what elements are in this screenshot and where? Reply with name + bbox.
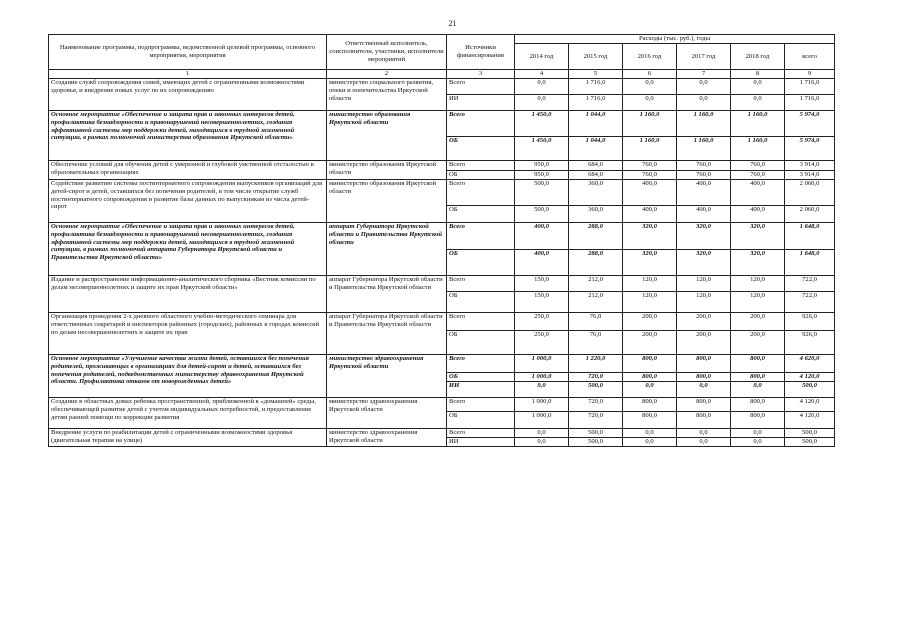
total-cell: 1 716,0 (785, 95, 835, 111)
amount-cell: 0,0 (515, 429, 569, 438)
funding-source-cell: Всего (447, 429, 515, 438)
amount-cell: 76,0 (569, 331, 623, 355)
amount-cell: 400,0 (677, 206, 731, 223)
amount-cell: 320,0 (623, 223, 677, 250)
amount-cell: 800,0 (623, 355, 677, 373)
amount-cell: 800,0 (731, 355, 785, 373)
amount-cell: 800,0 (677, 412, 731, 429)
column-index: 2 (327, 70, 447, 79)
amount-cell: 760,0 (677, 171, 731, 180)
header-sources: Источники финансирования (447, 35, 515, 70)
total-cell: 1 716,0 (785, 79, 835, 95)
total-cell: 4 120,0 (785, 373, 835, 382)
amount-cell: 500,0 (515, 180, 569, 206)
amount-cell: 1 160,0 (731, 137, 785, 161)
funding-source-cell: ИИ (447, 438, 515, 447)
activity-name: Организация проведения 2-х дневного областного учебно-методического семинара для ответственных секретарей и инспекторов районных (городских), районных в городах комиссий по делам несовершеннолетних и защите их прав (49, 313, 327, 355)
column-index: 5 (569, 70, 623, 79)
total-cell: 500,0 (785, 429, 835, 438)
amount-cell: 720,0 (569, 398, 623, 412)
funding-source-cell: Всего (447, 313, 515, 331)
amount-cell: 76,0 (569, 313, 623, 331)
amount-cell: 800,0 (623, 373, 677, 382)
total-cell: 2 060,0 (785, 206, 835, 223)
amount-cell: 0,0 (515, 79, 569, 95)
amount-cell: 1 160,0 (623, 137, 677, 161)
funding-source-cell: Всего (447, 355, 515, 373)
main-activity-name: Основное мероприятие «Обеспечение и защита прав и законных интересов детей, профилактика безнадзорности и правонарушений несовершеннолетних, создания эффективной системы мер поддержки детей, находящихся в трудной жизненной ситуации, в рамках полномочий министерства образования Иркутской области» (49, 111, 327, 161)
amount-cell: 500,0 (569, 429, 623, 438)
executor-cell: министерство образования Иркутской области (327, 111, 447, 161)
amount-cell: 0,0 (677, 382, 731, 398)
amount-cell: 320,0 (731, 250, 785, 276)
amount-cell: 1 044,0 (569, 137, 623, 161)
header-executor: Ответственный исполнитель, соисполнители, участники, исполнители мероприятий (327, 35, 447, 70)
amount-cell: 360,0 (569, 206, 623, 223)
funding-source-cell: ОБ (447, 373, 515, 382)
budget-table (48, 34, 835, 447)
column-index: 6 (623, 70, 677, 79)
amount-cell: 212,0 (569, 292, 623, 313)
amount-cell: 760,0 (731, 161, 785, 171)
amount-cell: 1 044,0 (569, 111, 623, 137)
amount-cell: 500,0 (569, 438, 623, 447)
table-row (49, 180, 835, 206)
amount-cell: 0,0 (677, 95, 731, 111)
table-row (49, 111, 835, 137)
amount-cell: 800,0 (623, 398, 677, 412)
table-row (49, 313, 835, 331)
amount-cell: 1 000,0 (515, 373, 569, 382)
amount-cell: 0,0 (731, 382, 785, 398)
amount-cell: 1 716,0 (569, 79, 623, 95)
funding-source-cell: Всего (447, 111, 515, 137)
amount-cell: 0,0 (677, 429, 731, 438)
amount-cell: 400,0 (623, 206, 677, 223)
executor-cell: министерство здравоохранения Иркутской области (327, 429, 447, 447)
amount-cell: 0,0 (731, 79, 785, 95)
header-year-2017: 2017 год (677, 44, 731, 70)
amount-cell: 1 000,0 (515, 355, 569, 373)
amount-cell: 0,0 (731, 95, 785, 111)
funding-source-cell: ИИ (447, 95, 515, 111)
funding-source-cell: ОБ (447, 250, 515, 276)
amount-cell: 0,0 (623, 95, 677, 111)
amount-cell: 760,0 (731, 171, 785, 180)
activity-name: Создание служб сопровождения семей, имеющих детей с ограниченными возможностями здоровья, и внедрение новых услуг по их сопровождению (49, 79, 327, 111)
total-cell: 926,0 (785, 331, 835, 355)
total-cell: 3 914,0 (785, 161, 835, 171)
amount-cell: 200,0 (677, 331, 731, 355)
amount-cell: 400,0 (731, 206, 785, 223)
amount-cell: 950,0 (515, 171, 569, 180)
column-index: 1 (49, 70, 327, 79)
total-cell: 5 974,0 (785, 137, 835, 161)
executor-cell: министерство образования Иркутской области (327, 161, 447, 180)
amount-cell: 288,0 (569, 250, 623, 276)
amount-cell: 0,0 (731, 429, 785, 438)
header-year-2018: 2018 год (731, 44, 785, 70)
main-activity-name: Основное мероприятие «Обеспечение и защита прав и законных интересов детей, профилактика безнадзорности и правонарушений несовершеннолетних, создания эффективной системы мер поддержки детей, находящихся в трудной жизненной ситуации, в рамках полномочий аппарата Губернатора Иркутской области и Правительства Иркутской области» (49, 223, 327, 276)
amount-cell: 1 000,0 (515, 412, 569, 429)
amount-cell: 120,0 (623, 292, 677, 313)
header-total: всего (785, 44, 835, 70)
amount-cell: 800,0 (731, 373, 785, 382)
amount-cell: 400,0 (515, 223, 569, 250)
column-index: 7 (677, 70, 731, 79)
header-expenses: Расходы (тыс. руб.), годы (515, 35, 835, 44)
total-cell: 1 648,0 (785, 223, 835, 250)
amount-cell: 212,0 (569, 276, 623, 292)
amount-cell: 800,0 (677, 373, 731, 382)
executor-cell: аппарат Губернатора Иркутской области и Правительства Иркутской области (327, 276, 447, 313)
executor-cell: министерство здравоохранения Иркутской области (327, 398, 447, 429)
amount-cell: 320,0 (731, 223, 785, 250)
total-cell: 500,0 (785, 382, 835, 398)
page-number: 21 (448, 19, 457, 28)
amount-cell: 120,0 (677, 276, 731, 292)
amount-cell: 1 000,0 (515, 398, 569, 412)
table-row (49, 79, 835, 95)
funding-source-cell: ОБ (447, 206, 515, 223)
amount-cell: 684,0 (569, 171, 623, 180)
table-body (49, 79, 835, 447)
amount-cell: 120,0 (623, 276, 677, 292)
activity-name: Содействие развитию системы постинтернатного сопровождения выпускников организаций для детей-сирот и детей, оставшихся без попечения родителей, в том числе открытие служб постинтернатного сопровождения и развитие базы данных по выпускникам из числа детей-сирот (49, 180, 327, 223)
amount-cell: 760,0 (623, 171, 677, 180)
amount-cell: 200,0 (623, 313, 677, 331)
amount-cell: 800,0 (623, 412, 677, 429)
activity-name: Издание и распространение информационно-аналитического сборника «Вестник комиссии по делам несовершеннолетних и защите их прав Иркутской области» (49, 276, 327, 313)
funding-source-cell: Всего (447, 161, 515, 171)
amount-cell: 200,0 (731, 313, 785, 331)
amount-cell: 120,0 (677, 292, 731, 313)
amount-cell: 950,0 (515, 161, 569, 171)
amount-cell: 1 450,0 (515, 137, 569, 161)
activity-name: Обеспечение условий для обучения детей с умеренной и глубокой умственной отсталостью в образовательных организациях (49, 161, 327, 180)
amount-cell: 800,0 (677, 398, 731, 412)
amount-cell: 500,0 (569, 382, 623, 398)
amount-cell: 0,0 (515, 438, 569, 447)
amount-cell: 0,0 (515, 95, 569, 111)
column-index: 9 (785, 70, 835, 79)
amount-cell: 400,0 (677, 180, 731, 206)
amount-cell: 1 160,0 (677, 137, 731, 161)
header-year-2015: 2015 год (569, 44, 623, 70)
amount-cell: 800,0 (731, 398, 785, 412)
amount-cell: 720,0 (569, 412, 623, 429)
amount-cell: 0,0 (515, 382, 569, 398)
amount-cell: 320,0 (677, 250, 731, 276)
funding-source-cell: ОБ (447, 331, 515, 355)
amount-cell: 200,0 (731, 331, 785, 355)
amount-cell: 200,0 (623, 331, 677, 355)
amount-cell: 0,0 (677, 79, 731, 95)
amount-cell: 200,0 (677, 313, 731, 331)
table-row (49, 355, 835, 373)
amount-cell: 760,0 (677, 161, 731, 171)
executor-cell: министерство социального развития, опеки и попечительства Иркутской области (327, 79, 447, 111)
executor-cell: аппарат Губернатора Иркутской области и Правительства Иркутской области (327, 223, 447, 276)
amount-cell: 500,0 (515, 206, 569, 223)
total-cell: 3 914,0 (785, 171, 835, 180)
amount-cell: 1 450,0 (515, 111, 569, 137)
funding-source-cell: Всего (447, 180, 515, 206)
amount-cell: 720,0 (569, 373, 623, 382)
amount-cell: 400,0 (623, 180, 677, 206)
funding-source-cell: Всего (447, 276, 515, 292)
total-cell: 926,0 (785, 313, 835, 331)
amount-cell: 1 160,0 (731, 111, 785, 137)
table-row (49, 161, 835, 171)
amount-cell: 0,0 (623, 79, 677, 95)
funding-source-cell: ИИ (447, 382, 515, 398)
column-index: 8 (731, 70, 785, 79)
amount-cell: 288,0 (569, 223, 623, 250)
table-row (49, 398, 835, 412)
total-cell: 4 120,0 (785, 398, 835, 412)
funding-source-cell: Всего (447, 223, 515, 250)
funding-source-cell: ОБ (447, 412, 515, 429)
executor-cell: аппарат Губернатора Иркутской области и Правительства Иркутской области (327, 313, 447, 355)
total-cell: 4 120,0 (785, 412, 835, 429)
total-cell: 5 974,0 (785, 111, 835, 137)
total-cell: 1 648,0 (785, 250, 835, 276)
total-cell: 722,0 (785, 292, 835, 313)
amount-cell: 120,0 (731, 276, 785, 292)
amount-cell: 320,0 (623, 250, 677, 276)
column-index: 3 (447, 70, 515, 79)
amount-cell: 150,0 (515, 292, 569, 313)
executor-cell: министерство здравоохранения Иркутской области (327, 355, 447, 398)
column-index-row (49, 70, 835, 79)
amount-cell: 684,0 (569, 161, 623, 171)
amount-cell: 400,0 (515, 250, 569, 276)
executor-cell: министерство образования Иркутской области (327, 180, 447, 223)
table-row (49, 276, 835, 292)
activity-name: Внедрение услуги по реабилитации детей с ограниченными возможностями здоровья (двигательная терапия на улице) (49, 429, 327, 447)
amount-cell: 800,0 (731, 412, 785, 429)
amount-cell: 1 160,0 (677, 111, 731, 137)
amount-cell: 0,0 (677, 438, 731, 447)
main-activity-name: Основное мероприятие «Улучшение качества жизни детей, оставшихся без попечения родителей, проживающих в организациях для детей-сирот и детей, оставшихся без попечения родителей, подведомственных министерству здравоохранения Иркутской области. Профилактика отказов от новорожденных детей» (49, 355, 327, 398)
amount-cell: 150,0 (515, 276, 569, 292)
funding-source-cell: ОБ (447, 292, 515, 313)
amount-cell: 0,0 (623, 429, 677, 438)
table-row (49, 429, 835, 438)
amount-cell: 360,0 (569, 180, 623, 206)
table-header (49, 35, 835, 79)
total-cell: 722,0 (785, 276, 835, 292)
total-cell: 500,0 (785, 438, 835, 447)
amount-cell: 320,0 (677, 223, 731, 250)
amount-cell: 250,0 (515, 313, 569, 331)
amount-cell: 120,0 (731, 292, 785, 313)
header-name: Наименование программы, подпрограммы, ведомственной целевой программы, основного мероприятия, мероприятия (49, 35, 327, 70)
amount-cell: 800,0 (677, 355, 731, 373)
amount-cell: 1 220,0 (569, 355, 623, 373)
amount-cell: 0,0 (731, 438, 785, 447)
funding-source-cell: ОБ (447, 171, 515, 180)
amount-cell: 1 716,0 (569, 95, 623, 111)
amount-cell: 0,0 (623, 438, 677, 447)
header-year-2014: 2014 год (515, 44, 569, 70)
funding-source-cell: Всего (447, 398, 515, 412)
amount-cell: 400,0 (731, 180, 785, 206)
funding-source-cell: ОБ (447, 137, 515, 161)
amount-cell: 250,0 (515, 331, 569, 355)
amount-cell: 1 160,0 (623, 111, 677, 137)
total-cell: 2 060,0 (785, 180, 835, 206)
amount-cell: 760,0 (623, 161, 677, 171)
activity-name: Создание в областных домах ребенка пространственной, приближенной к «домашней» среды, обеспечивающей развитие детей с учетом индивидуальных потребностей, и предоставление детям ранней помощи по коррекции развития (49, 398, 327, 429)
funding-source-cell: Всего (447, 79, 515, 95)
column-index: 4 (515, 70, 569, 79)
header-year-2016: 2016 год (623, 44, 677, 70)
amount-cell: 0,0 (623, 382, 677, 398)
table-row (49, 223, 835, 250)
total-cell: 4 620,0 (785, 355, 835, 373)
